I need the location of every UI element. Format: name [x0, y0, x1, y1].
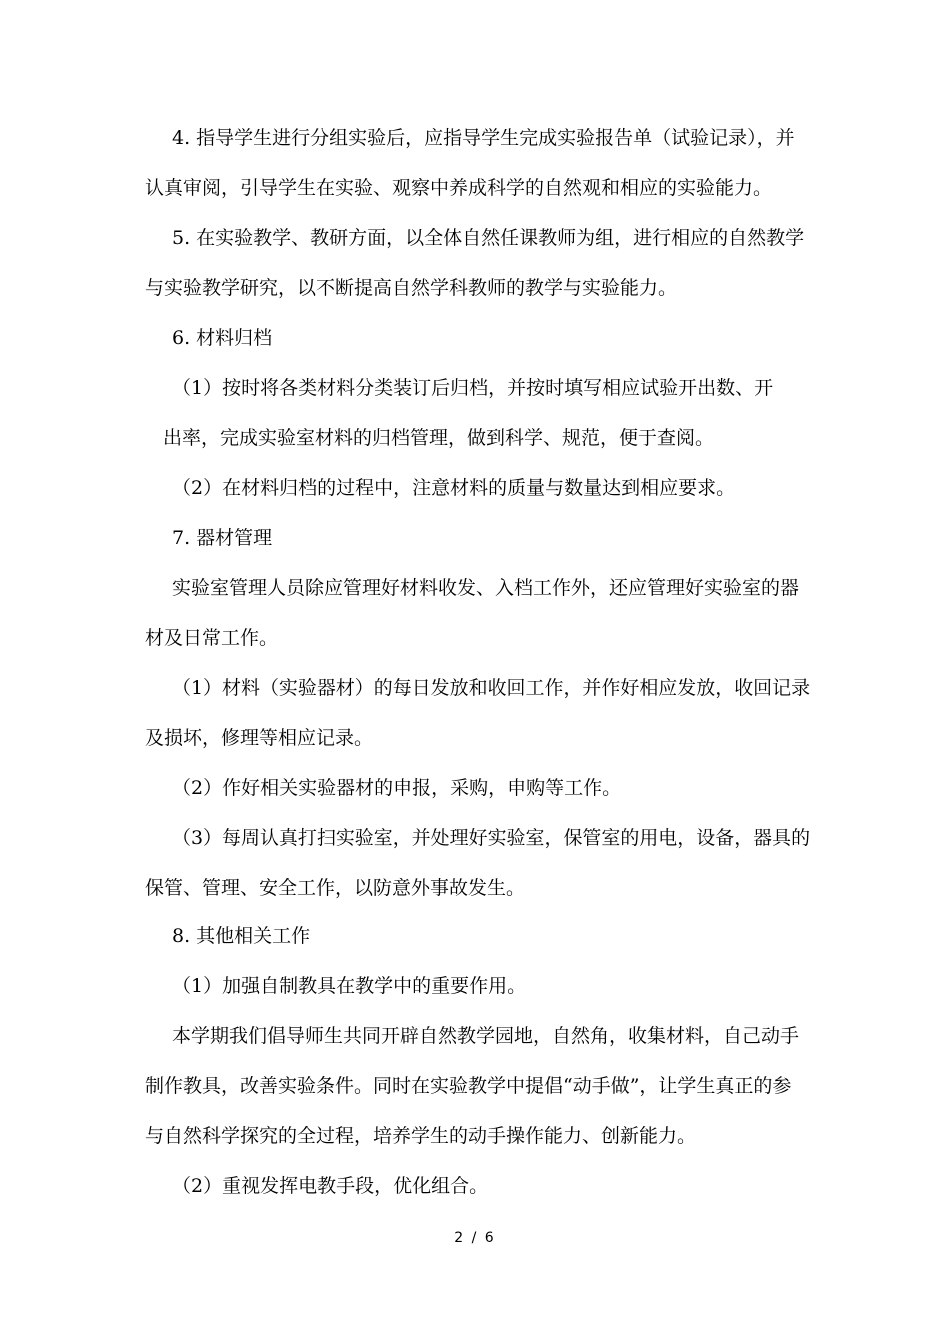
- paragraph-line: 认真审阅，引导学生在实验、观察中养成科学的自然观和相应的实验能力。: [145, 177, 773, 199]
- paragraph-line: （1）材料（实验器材）的每日发放和收回工作，并作好相应发放，收回记录: [172, 677, 811, 699]
- paragraph-line: （2）重视发挥电教手段，优化组合。: [172, 1175, 489, 1197]
- paragraph-line: 及损坏，修理等相应记录。: [145, 727, 374, 749]
- section-heading: 8. 其他相关工作: [172, 925, 311, 947]
- paragraph-line: 出率，完成实验室材料的归档管理，做到科学、规范，便于查阅。: [163, 427, 715, 449]
- paragraph-line: 实验室管理人员除应管理好材料收发、入档工作外，还应管理好实验室的器: [172, 577, 800, 599]
- paragraph-line: （1）按时将各类材料分类装订后归档，并按时填写相应试验开出数、开: [172, 377, 774, 399]
- paragraph-line: 制作教具，改善实验条件。同时在实验教学中提倡“动手做”，让学生真正的参: [145, 1075, 792, 1097]
- paragraph-line: 5. 在实验教学、教研方面，以全体自然任课教师为组，进行相应的自然教学: [172, 227, 805, 249]
- paragraph-line: 本学期我们倡导师生共同开辟自然教学园地，自然角，收集材料，自己动手: [172, 1025, 800, 1047]
- paragraph-line: （2）在材料归档的过程中，注意材料的质量与数量达到相应要求。: [172, 477, 736, 499]
- paragraph-line: 与实验教学研究，以不断提高自然学科教师的教学与实验能力。: [145, 277, 678, 299]
- paragraph-line: 保管、管理、安全工作，以防意外事故发生。: [145, 877, 526, 899]
- paragraph-line: 材及日常工作。: [145, 627, 279, 649]
- paragraph-line: 与自然科学探究的全过程，培养学生的动手操作能力、创新能力。: [145, 1125, 697, 1147]
- section-heading: 7. 器材管理: [172, 527, 273, 549]
- section-heading: 6. 材料归档: [172, 327, 273, 349]
- paragraph-line: （2）作好相关实验器材的申报，采购，申购等工作。: [172, 777, 622, 799]
- page-number: 2 / 6: [454, 1230, 496, 1246]
- paragraph-line: 4. 指导学生进行分组实验后，应指导学生完成实验报告单（试验记录），并: [172, 127, 795, 149]
- paragraph-line: （3）每周认真打扫实验室，并处理好实验室，保管室的用电，设备，器具的: [172, 827, 811, 849]
- paragraph-line: （1）加强自制教具在教学中的重要作用。: [172, 975, 527, 997]
